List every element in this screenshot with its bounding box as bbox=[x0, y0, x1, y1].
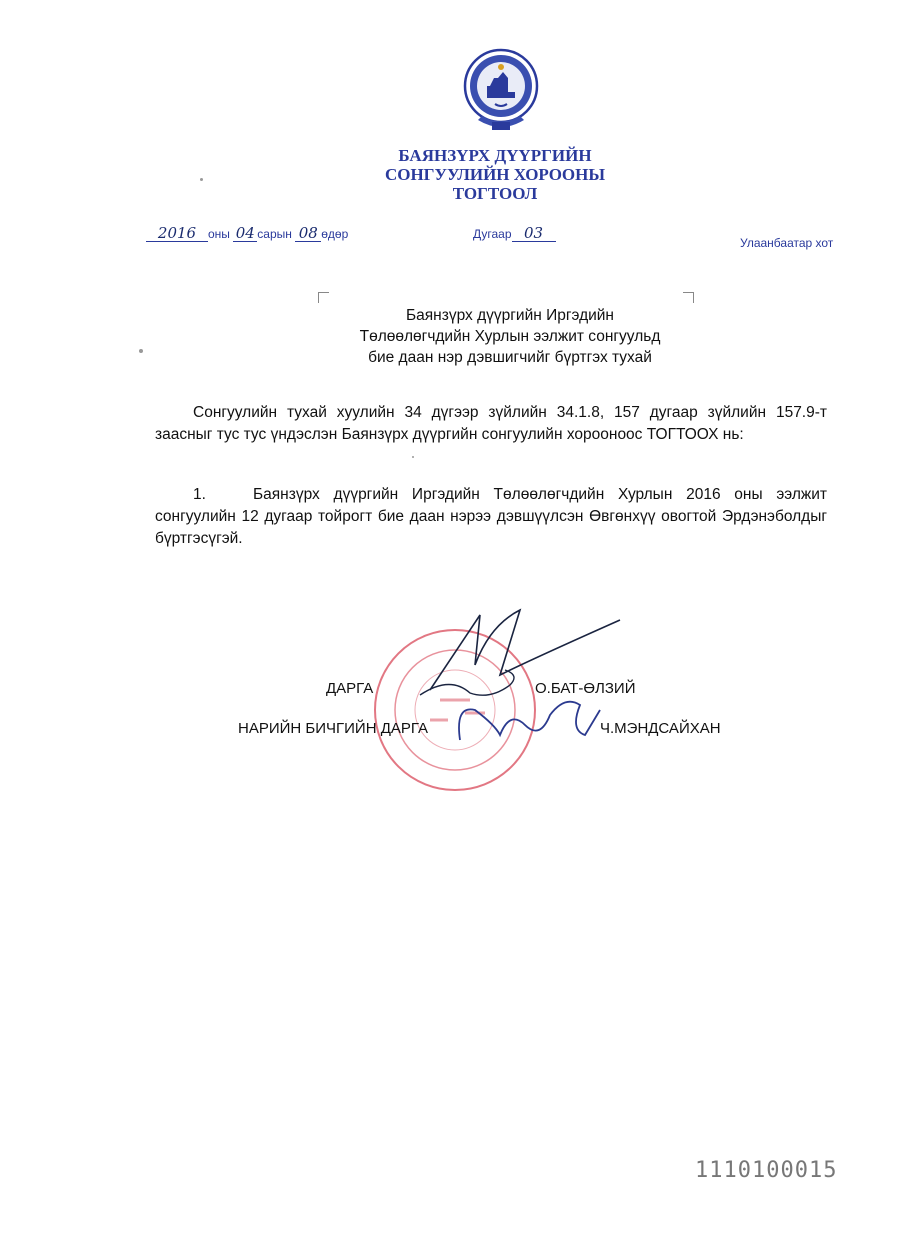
date-month-suffix: сарын bbox=[257, 227, 292, 241]
date-year-suffix: оны bbox=[208, 227, 230, 241]
header-line-1: БАЯНЗҮРХ ДҮҮРГИЙН bbox=[398, 146, 592, 165]
body-intro: Сонгуулийн тухай хуулийн 34 дүгээр зүйлийн 34.1.8, 157 дугаар зүйлийн 157.9-т заасныг тус тус үндэслэн Баянзүрх дүүргийн сонгуулийн хорооноос ТОГТООХ нь: bbox=[155, 404, 827, 443]
document-header bbox=[300, 146, 690, 203]
title-corner-left bbox=[318, 292, 329, 303]
city: Улаанбаатар хот bbox=[740, 236, 834, 250]
title-corner-right bbox=[683, 292, 694, 303]
chair-label: ДАРГА bbox=[326, 680, 374, 697]
item-number: 1. bbox=[193, 486, 206, 503]
secretary-label: НАРИЙН БИЧГИЙН ДАРГА bbox=[238, 720, 429, 737]
scan-speck bbox=[200, 178, 203, 181]
document-number: 03 bbox=[523, 224, 544, 242]
header-line-2: СОНГУУЛИЙН ХОРООНЫ bbox=[384, 165, 606, 184]
title-line-1: Баянзүрх дүүргийн Иргэдийн bbox=[405, 307, 614, 324]
secretary-name: Ч.МЭНДСАЙХАН bbox=[600, 720, 721, 737]
date-year: 2016 bbox=[157, 224, 197, 242]
document-serial-number: 1110100015 bbox=[695, 1158, 838, 1183]
chair-name: О.БАТ-ӨЛЗИЙ bbox=[535, 680, 636, 697]
title-line-3: бие даан нэр дэвшигчийг бүртгэх тухай bbox=[368, 349, 652, 366]
number-label: Дугаар bbox=[473, 227, 512, 241]
scan-speck bbox=[412, 456, 414, 458]
date-day-suffix: өдөр bbox=[321, 227, 349, 241]
date-field bbox=[146, 226, 348, 242]
title-line-2: Төлөөлөгчдийн Хурлын ээлжит сонгуульд bbox=[359, 328, 661, 345]
date-month: 04 bbox=[235, 224, 255, 242]
number-field bbox=[473, 226, 556, 242]
scan-speck bbox=[139, 349, 143, 353]
date-day: 08 bbox=[298, 224, 318, 242]
header-line-3: ТОГТООЛ bbox=[452, 184, 538, 203]
item-text: Баянзүрх дүүргийн Иргэдийн Төлөөлөгчдийн Хурлын 2016 оны ээлжит сонгуулийн 12 дугаар тойрогт бие даан нэрээ дэвшүүлсэн Өвгөнхүү овогтой Эрдэнэболдыг бүртгэсүгэй. bbox=[155, 486, 827, 547]
state-emblem-icon bbox=[460, 48, 542, 136]
body-item-1 bbox=[155, 484, 827, 550]
document-title bbox=[290, 305, 730, 368]
